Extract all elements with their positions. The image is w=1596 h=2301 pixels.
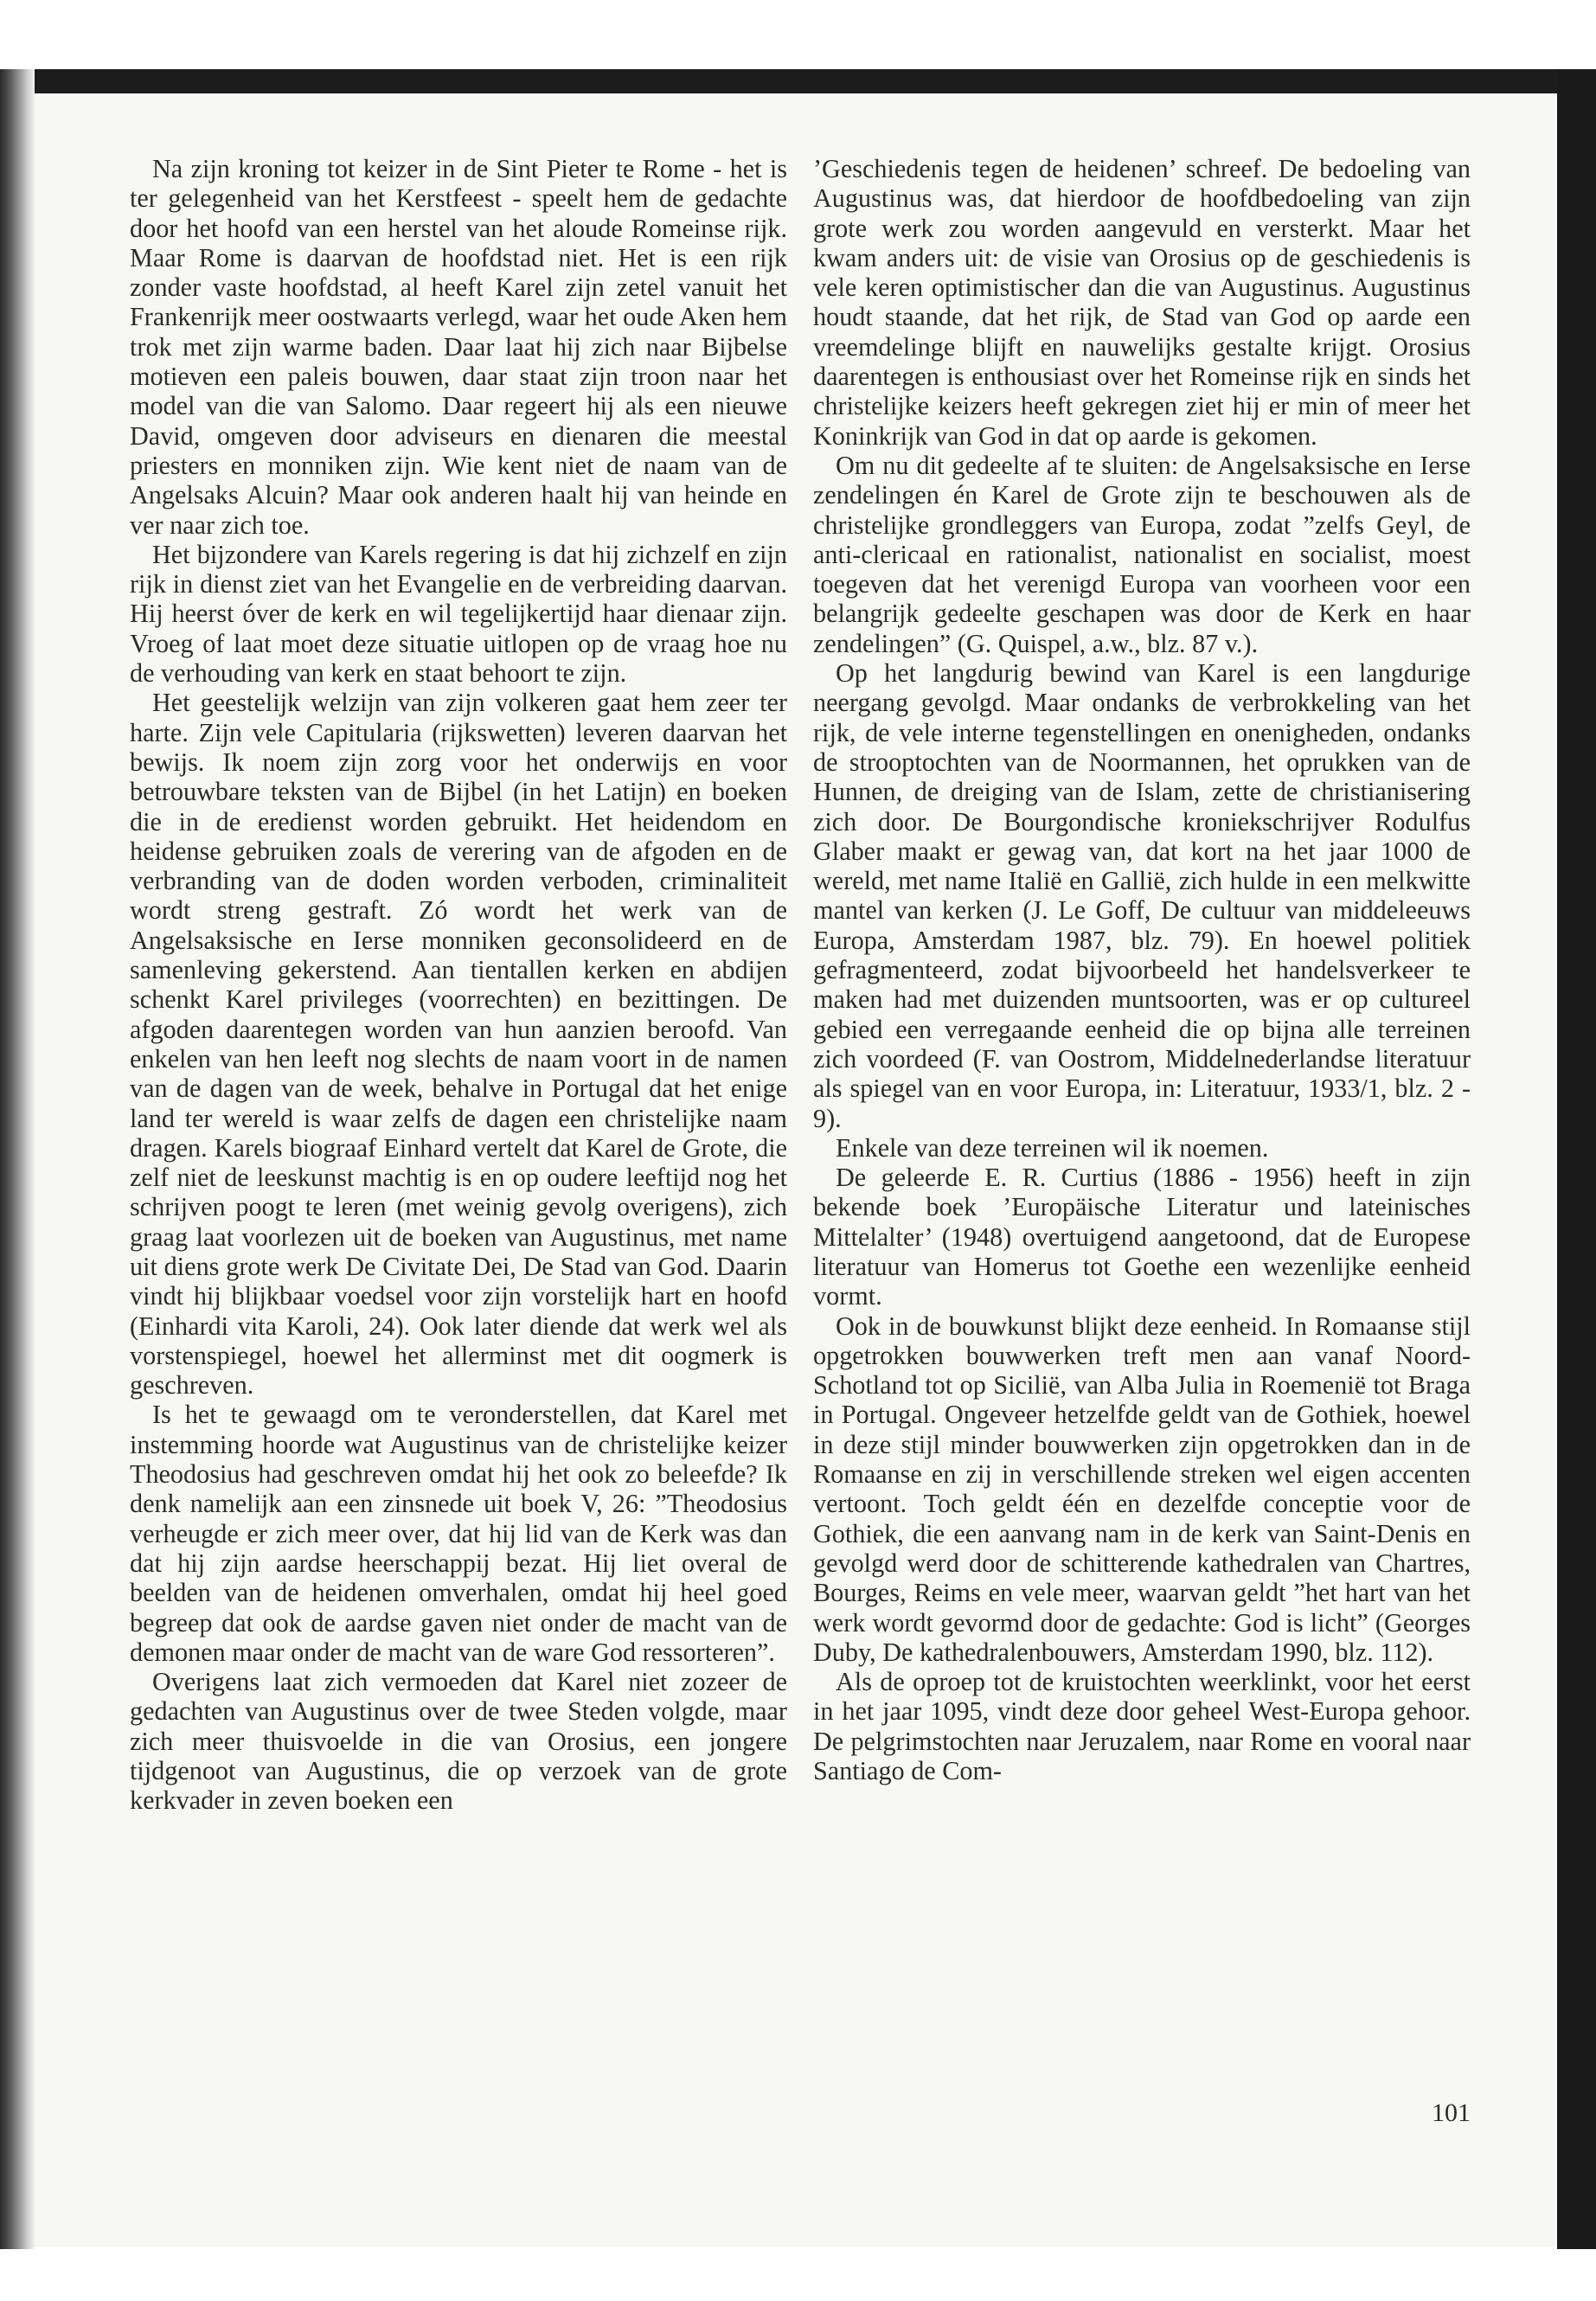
book-page bbox=[35, 93, 1555, 2247]
paragraph: Het bijzondere van Karels regering is dat hij zichzelf en zijn rijk in dienst ziet van het Evangelie en de verbreiding daarvan. Hij heerst óver de kerk en wil tegelijkertijd haar dienaar zijn. Vroeg of laat moet deze situatie uitlopen op de vraag hoe nu de verhouding van kerk en staat behoort te zijn. bbox=[130, 539, 787, 689]
paragraph: Als de oproep tot de kruistochten weerklinkt, voor het eerst in het jaar 1095, vindt deze door geheel West-Europa gehoor. De pelgrimstochten naar Jeruzalem, naar Rome en vooral naar Santiago de Com- bbox=[813, 1667, 1471, 1786]
paragraph: Enkele van deze terreinen wil ik noemen. bbox=[836, 1132, 1269, 1163]
paragraph: Is het te gewaagd om te veronderstellen, dat Karel met instemming hoorde wat Augustinus van de christelijke keizer Theodosius had geschreven omdat hij het ook zo beleefde? Ik denk namelijk aan een zinsnede uit boek V, 26: ”Theodosius verheugde er zich meer over, dat hij lid van de Kerk was dan dat hij zijn aardse heerschappij bezat. Hij liet overal de beelden van de heidenen omverhalen, omdat hij heel goed begreep dat ook de aardse gaven niet onder de macht van de demonen maar onder de macht van de ware God ressorteren”. bbox=[130, 1400, 787, 1667]
scan-border-right bbox=[1557, 69, 1596, 2249]
paragraph: Overigens laat zich vermoeden dat Karel niet zozeer de gedachten van Augustinus over de twee Steden volgde, maar zich meer thuisvoelde in die van Orosius, een jongere tijdgenoot van Augustinus, die op verzoek van de grote kerkvader in zeven boeken een bbox=[130, 1667, 787, 1816]
paragraph: Om nu dit gedeelte af te sluiten: de Angelsaksische en Ierse zendelingen én Karel de Grote zijn te beschouwen als de christelijke grondleggers van Europa, zodat ”zelfs Geyl, de anti-clericaal en rationalist, nationalist en socialist, moest toegeven dat het verenigd Europa van voorheen voor een belangrijk gedeelte geschapen was door de Kerk en haar zendelingen” (G. Quispel, a.w., blz. 87 v.). bbox=[813, 450, 1471, 658]
paragraph: Na zijn kroning tot keizer in de Sint Pieter te Rome - het is ter gelegenheid van het Kerstfeest - speelt hem de gedachte door het hoofd van een herstel van het aloude Romeinse rijk. Maar Rome is daarvan de hoofdstad niet. Het is een rijk zonder vaste hoofdstad, al heeft Karel zijn zetel vanuit het Frankenrijk meer oostwaarts verlegd, waar het oude Aken hem trok met zijn warme baden. Daar laat hij zich naar Bijbelse motieven een paleis bouwen, daar staat zijn troon naar het model van die van Salomo. Daar regeert hij als een nieuwe David, omgeven door adviseurs en dienaren die meestal priesters en monniken zijn. Wie kent niet de naam van de Angelsaks Alcuin? Maar ook anderen haalt hij van heinde en ver naar zich toe. bbox=[130, 154, 787, 540]
right-column bbox=[813, 154, 1471, 1785]
left-column bbox=[130, 154, 787, 1816]
page-number: 101 bbox=[1432, 2099, 1471, 2127]
paragraph: Ook in de bouwkunst blijkt deze eenheid. In Romaanse stijl opgetrokken bouwwerken treft men aan vanaf Noord-Schotland tot op Sicilië, van Alba Julia in Roemenië tot Braga in Portugal. Ongeveer hetzelfde geldt van de Gothiek, hoewel in deze stijl minder bouwwerken zijn opgetrokken dan in de Romaanse en zij in verschillende streken wel eigen accenten vertoont. Toch geldt één en dezelfde conceptie voor de Gothiek, die een aanvang nam in de kerk van Saint-Denis en gevolgd werd door de schitterende kathedralen van Chartres, Bourges, Reims en vele meer, waarvan geldt ”het hart van het werk wordt gevormd door de gedachte: God is licht” (Georges Duby, De kathedralenbouwers, Amsterdam 1990, blz. 112). bbox=[813, 1311, 1471, 1667]
scan-border-top bbox=[0, 69, 1596, 93]
paragraph-continuation: ’Geschiedenis tegen de heidenen’ schreef. De bedoeling van Augustinus was, dat hierdoor de hoofdbedoeling van zijn grote werk zou worden aangevuld en versterkt. Maar het kwam anders uit: de visie van Orosius op de geschiedenis is vele keren optimistischer dan die van Augustinus. Augustinus houdt staande, dat het rijk, de Stad van God op aarde een vreemdelinge blijft en nauwelijks gestalte krijgt. Orosius daarentegen is enthousiast over het Romeinse rijk en sinds het christelijke keizers heeft gekregen ziet hij er min of meer het Koninkrijk van God in dat op aarde is gekomen. bbox=[813, 154, 1471, 451]
paragraph: De geleerde E. R. Curtius (1886 - 1956) heeft in zijn bekende boek ’Europäische Literatur und lateinisches Mittelalter’ (1948) overtuigend aangetoond, dat de Europese literatuur van Homerus tot Goethe een wezenlijke eenheid vormt. bbox=[813, 1163, 1471, 1311]
paragraph: Op het langdurig bewind van Karel is een langdurige neergang gevolgd. Maar ondanks de verbrokkeling van het rijk, de vele interne tegenstellingen en onenigheden, ondanks de strooptochten van de Noormannen, het oprukken van de Hunnen, de dreiging van de Islam, zette de christianisering zich door. De Bourgondische kroniekschrijver Rodulfus Glaber maakt er gewag van, dat kort na het jaar 1000 de wereld, met name Italië en Gallië, zich hulde in een melkwitte mantel van kerken (J. Le Goff, De cultuur van middeleeuws Europa, Amsterdam 1987, blz. 79). En hoewel politiek gefragmenteerd, zodat bijvoorbeeld het handelsverkeer te maken had met duizenden muntsoorten, was er op cultureel gebied een verregaande eenheid die op bijna alle terreinen zich voordeed (F. van Oostrom, Middelnederlandse literatuur als spiegel van en voor Europa, in: Literatuur, 1933/1, blz. 2 - 9). bbox=[813, 658, 1471, 1133]
scan-border-left bbox=[0, 69, 35, 2249]
paragraph: Het geestelijk welzijn van zijn volkeren gaat hem zeer ter harte. Zijn vele Capitularia (rijkswetten) leveren daarvan het bewijs. Ik noem zijn zorg voor het onderwijs en voor betrouwbare teksten van de Bijbel (in het Latijn) en boeken die in de eredienst worden gebruikt. Het heidendom en heidense gebruiken zoals de verering van de afgoden en de verbranding van de doden worden verboden, criminaliteit wordt streng gestraft. Zó wordt het werk van de Angelsaksische en Ierse monniken geconsolideerd en de samenleving gekerstend. Aan tientallen kerken en abdijen schenkt Karel privileges (voorrechten) en bezittingen. De afgoden daarentegen worden van hun aanzien beroofd. Van enkelen van hen leeft nog slechts de naam voort in de namen van de dagen van de week, behalve in Portugal dat het enige land ter wereld is waar zelfs de dagen een christelijke naam dragen. Karels biograaf Einhard vertelt dat Karel de Grote, die zelf niet de leeskunst machtig is en op oudere leeftijd nog het schrijven poogt te leren (met weinig gevolg overigens), zich graag laat voorlezen uit de boeken van Augustinus, met name uit diens grote werk De Civitate Dei, De Stad van God. Daarin vindt hij blijkbaar voedsel voor zijn vorstelijk hart en hoofd (Einhardi vita Karoli, 24). Ook later diende dat werk wel als vorstenspiegel, hoewel het allerminst met dit oogmerk is geschreven. bbox=[130, 688, 787, 1400]
